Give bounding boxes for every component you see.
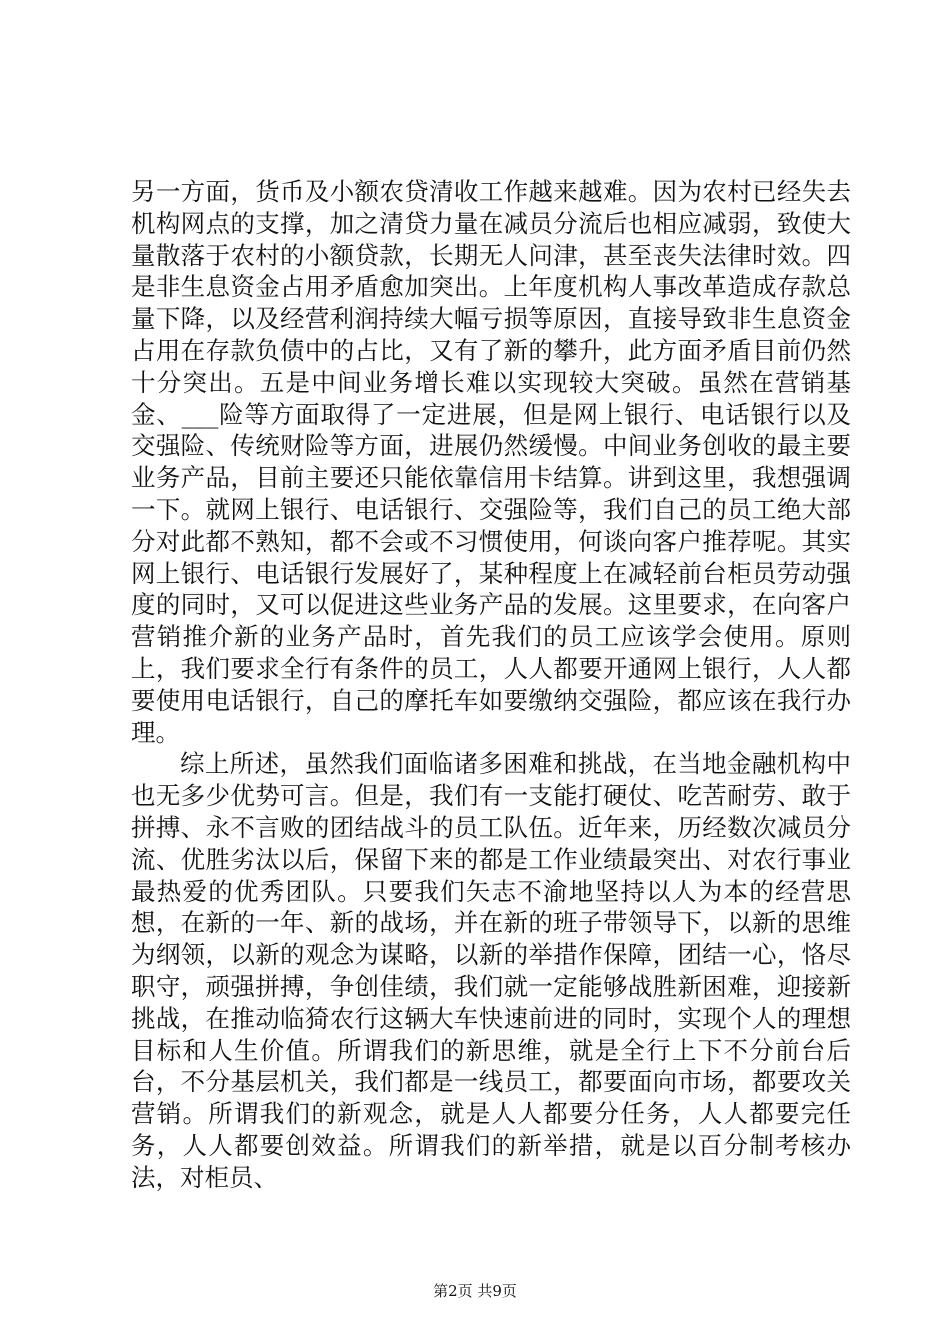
paragraph-2: 综上所述，虽然我们面临诸多困难和挑战，在当地金融机构中也无多少优势可言。但是，我们有一支能打硬仗、吃苦耐劳、敢于拼搏、永不言败的团结战斗的员工队伍。近年来，历经数次减员分流、优胜劣汰以后，保留下来的都是工作业绩最突出、对农行事业最热爱的优秀团队。只要我们矢志不渝地坚持以人为本的经营思想，在新的一年、新的战场，并在新的班子带领导下，以新的思维为纲领，以新的观念为谋略，以新的举措作保障，团结一心，恪尽职守，顽强拼搏，争创佳绩，我们就一定能够战胜新困难，迎接新挑战，在推动临猗农行这辆大车快速前进的同时，实现个人的理想目标和人生价值。所谓我们的新思维，就是全行上下不分前台后台，不分基层机关，我们都是一线员工，都要面向市场，都要攻关营销。所谓我们的新观念，就是人人都要分任务，人人都要完任务，人人都要创效益。所谓我们的新举措，就是以百分制考核办法，对柜员、 (131, 749, 851, 1192)
paragraph-1: 另一方面，货币及小额农贷清收工作越来越难。因为农村已经失去机构网点的支撑，加之清贷力量在减员分流后也相应减弱，致使大量散落于农村的小额贷款，长期无人问津，甚至丧失法律时效。四是非生息资金占用矛盾愈加突出。上年度机构人事改革造成存款总量下降，以及经营利润持续大幅亏损等原因，直接导致非生息资金占用在存款负债中的占比，又有了新的攀升，此方面矛盾目前仍然十分突出。五是中间业务增长难以实现较大突破。虽然在营销基金、___险等方面取得了一定进展，但是网上银行、电话银行以及交强险、传统财险等方面，进展仍然缓慢。中间业务创收的最主要业务产品，目前主要还只能依靠信用卡结算。讲到这里，我想强调一下。就网上银行、电话银行、交强险等，我们自己的员工绝大部分对此都不熟知，都不会或不习惯使用，何谈向客户推荐呢。其实网上银行、电话银行发展好了，某种程度上在减轻前台柜员劳动强度的同时，又可以促进这些业务产品的发展。这里要求，在向客户营销推介新的业务产品时，首先我们的员工应该学会使用。原则上，我们要求全行有条件的员工，人人都要开通网上银行，人人都要使用电话银行，自己的摩托车如要缴纳交强险，都应该在我行办理。 (131, 177, 851, 747)
page-footer: 第2页 共9页 (433, 1282, 517, 1300)
document-body (131, 176, 851, 1194)
